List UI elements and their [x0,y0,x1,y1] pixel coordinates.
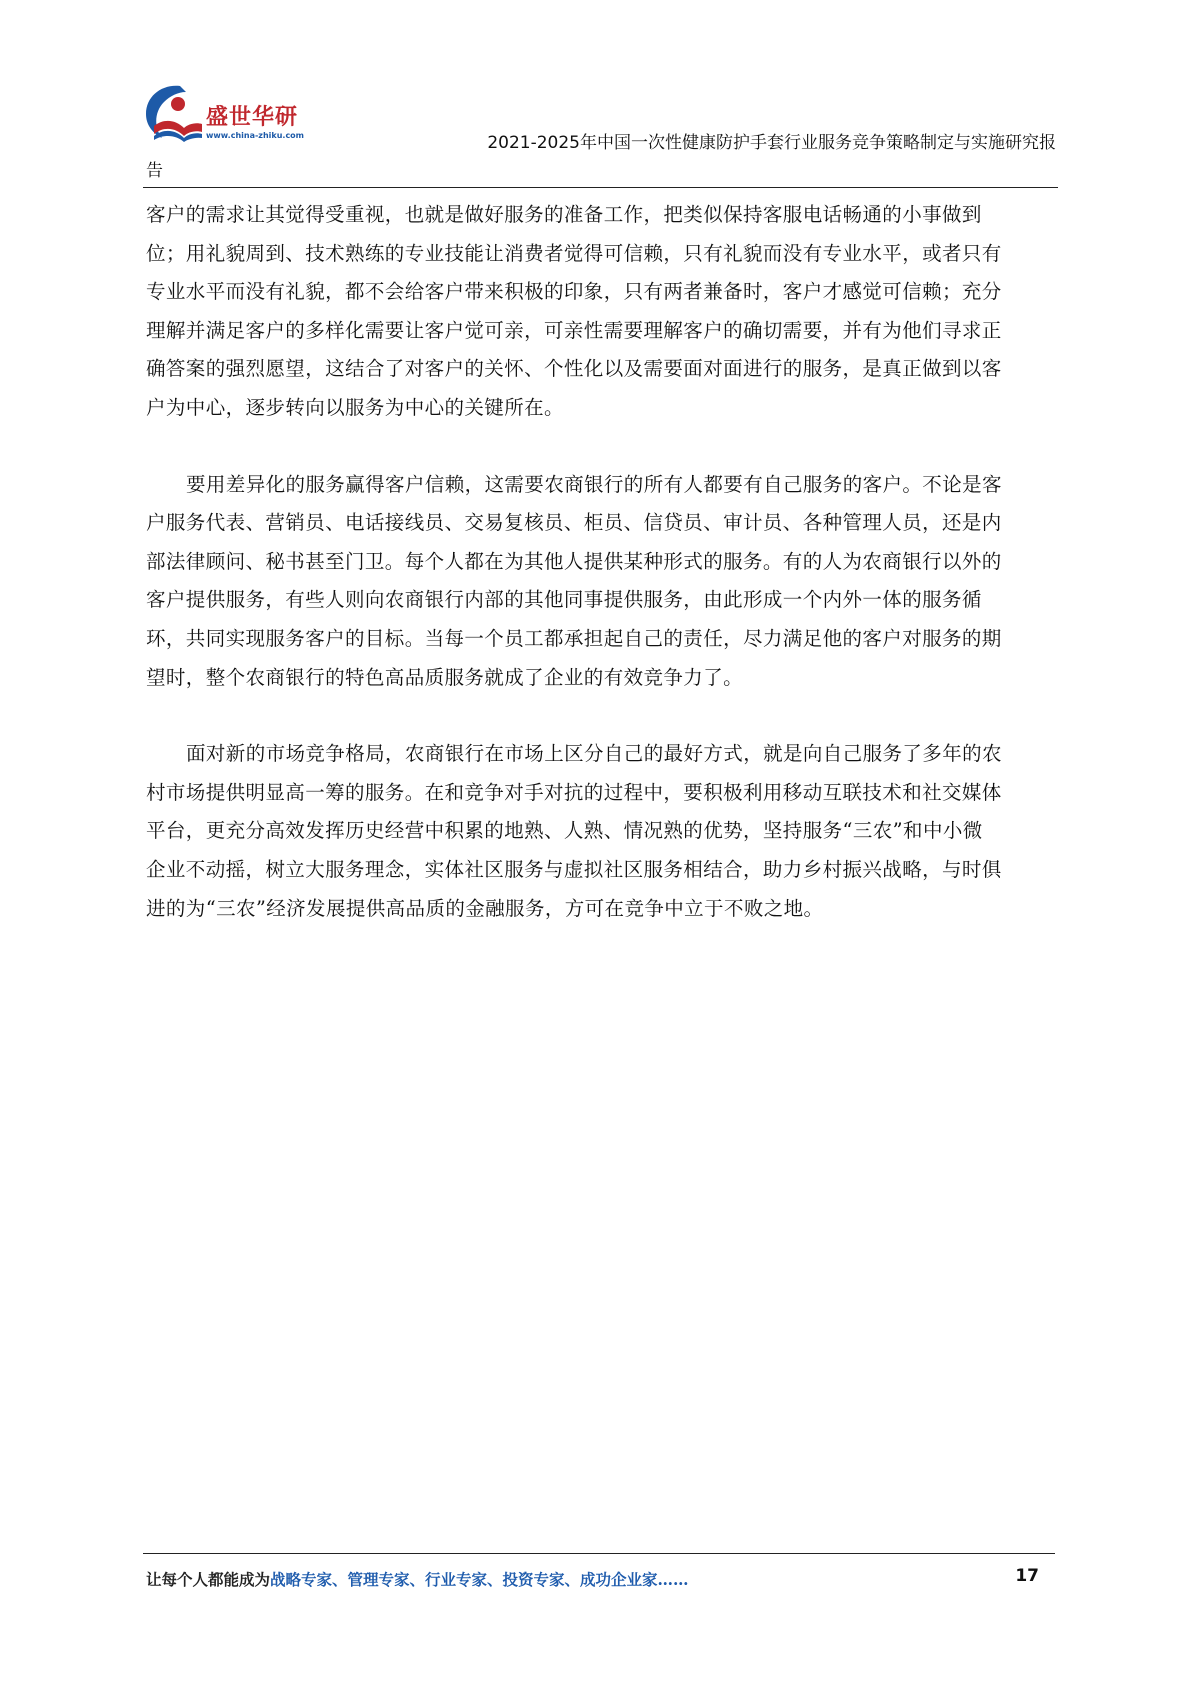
footer-divider [143,1553,1055,1554]
slogan-roles: 战略专家、管理专家、行业专家、投资专家、成功企业家…… [270,1570,689,1589]
text-line: 专业水平而没有礼貌，都不会给客户带来积极的印象，只有两者兼备时，客户才感觉可信赖；充分 [146,280,1002,304]
text-line: 客户的需求让其觉得受重视，也就是做好服务的准备工作，把类似保持客服电话畅通的小事做到 [146,203,982,226]
text-line: 进的为“三农”经济发展提供高品质的金融服务，方可在竞争中立于不败之地。 [146,896,824,920]
text-line: 企业不动摇，树立大服务理念，实体社区服务与虚拟社区服务相结合，助力乡村振兴战略，与时俱 [146,857,1002,881]
text-line: 户为中心，逐步转向以服务为中心的关键所在。 [146,395,564,419]
paragraph [146,196,1050,428]
text-line: 村市场提供明显高一筹的服务。在和竞争对手对抗的过程中，要积极利用移动互联技术和社交媒体 [146,780,1002,804]
footer-slogan [146,1568,689,1590]
text-line: 望时，整个农商银行的特色高品质服务就成了企业的有效竞争力了。 [146,665,744,689]
text-line: 部法律顾问、秘书甚至门卫。每个人都在为其他人提供某种形式的服务。有的人为农商银行以外的 [146,549,1002,573]
text-line: 要用差异化的服务赢得客户信赖，这需要农商银行的所有人都要有自己服务的客户。不论是客 [186,472,1002,496]
logo-url: www.china-zhiku.com [206,131,305,140]
text-line: 平台，更充分高效发挥历史经营中积累的地熟、人熟、情况熟的优势，坚持服务“三农”和中小微 [146,819,983,843]
text-line: 理解并满足客户的多样化需要让客户觉可亲，可亲性需要理解客户的确切需要，并有为他们寻求正 [146,318,1002,342]
text-line: 确答案的强烈愿望，这结合了对客户的关怀、个性化以及需要面对面进行的服务，是真正做到以客 [146,357,1002,381]
page-number: 17 [1015,1566,1039,1586]
text-line: 位；用礼貌周到、技术熟练的专业技能让消费者觉得可信赖，只有礼貌而没有专业水平，或者只有 [146,241,1002,265]
document-title: 2021-2025年中国一次性健康防护手套行业服务竞争策略制定与实施研究报 [487,133,1056,153]
logo-name: 盛世华研 [206,105,299,130]
paragraph [146,466,1050,698]
text-line: 户服务代表、营销员、电话接线员、交易复核员、柜员、信贷员、审计员、各种管理人员，还是内 [146,511,1002,535]
text-line: 客户提供服务，有些人则向农商银行内部的其他同事提供服务，由此形成一个内外一体的服务循 [146,588,982,612]
slogan-prefix: 让每个人都能成为 [146,1570,271,1589]
text-line: 面对新的市场竞争格局，农商银行在市场上区分自己的最好方式，就是向自己服务了多年的农 [186,742,1002,766]
paragraph [146,735,1050,928]
document-title-continuation: 告 [146,161,163,181]
body-text [146,196,1050,966]
header-divider [143,187,1058,188]
text-line: 环，共同实现服务客户的目标。当每一个员工都承担起自己的责任，尽力满足他的客户对服务的期 [146,626,1002,650]
